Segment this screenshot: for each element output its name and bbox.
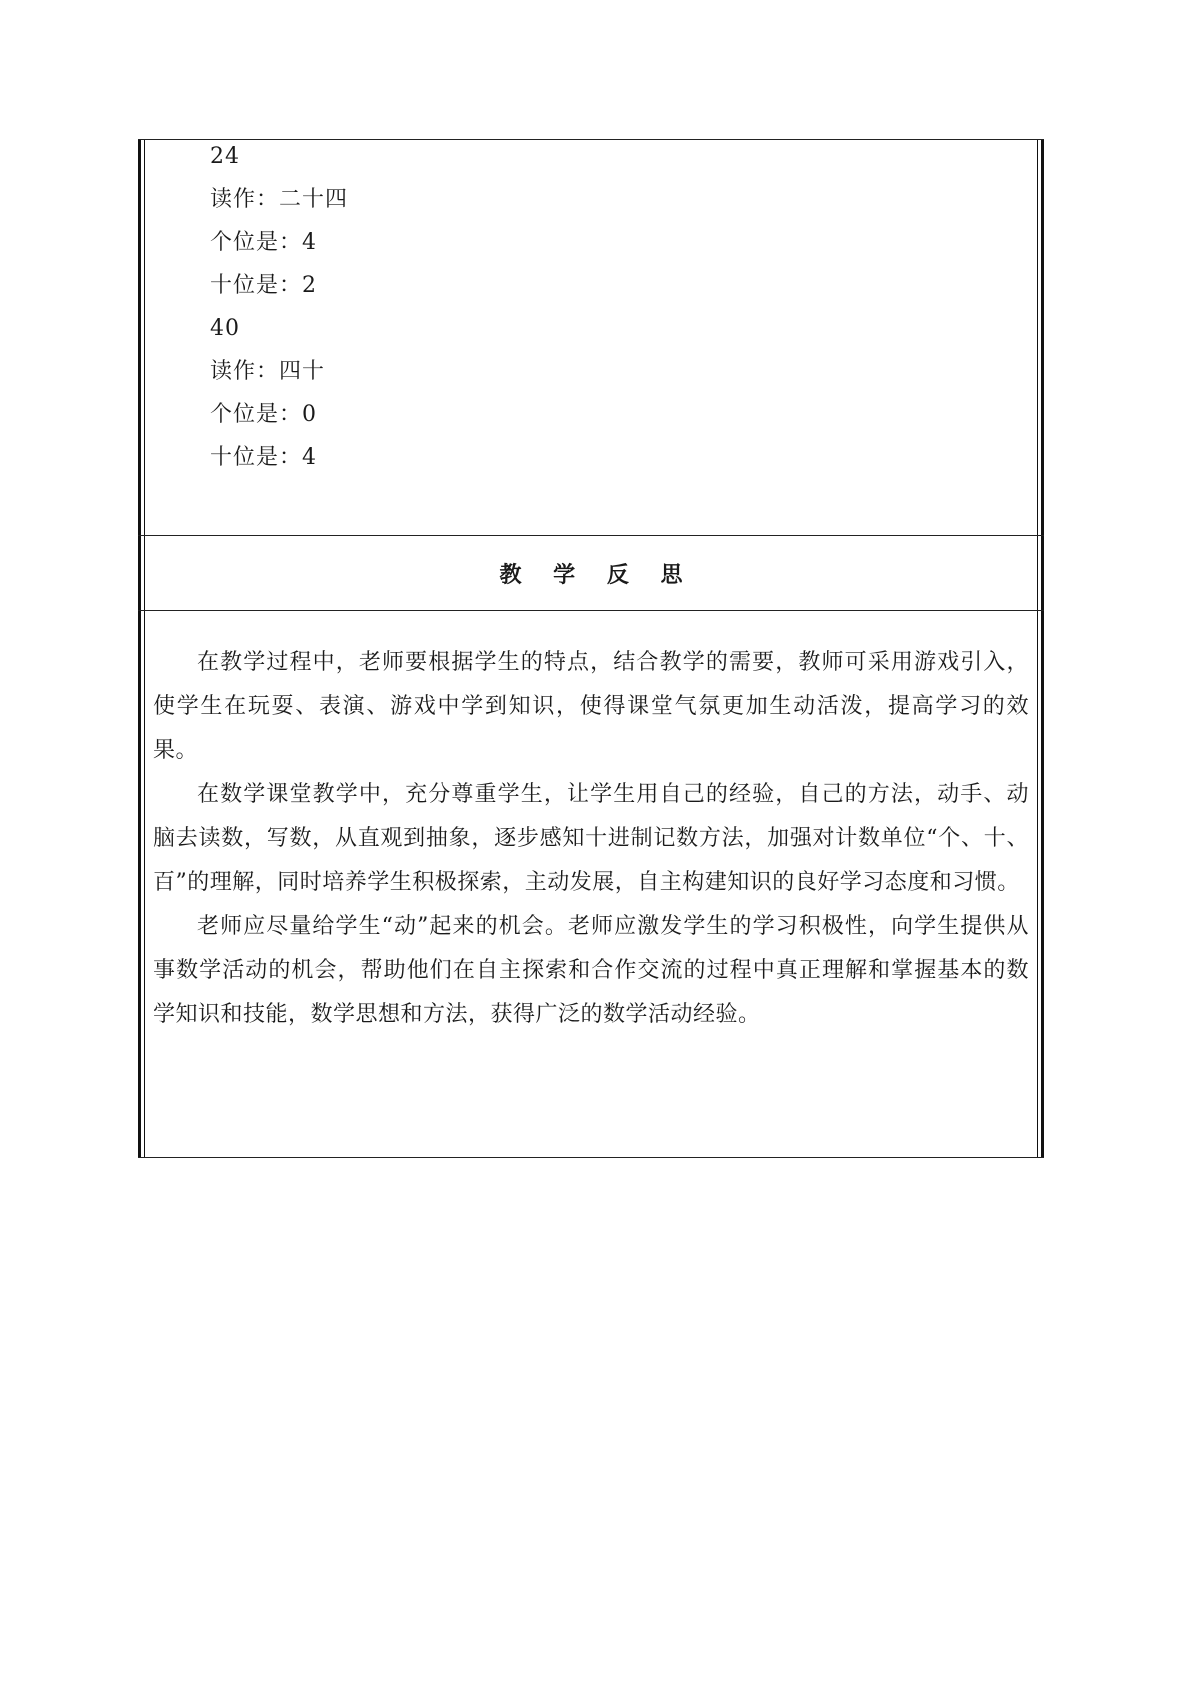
example-ones: 个位是：0: [210, 402, 317, 427]
example-reading: 读作：四十: [210, 359, 326, 384]
reflection-paragraph: 在数学课堂教学中，充分尊重学生，让学生用自己的经验，自己的方法，动手、动脑去读数，写数，从直观到抽象，逐步感知十进制记数方法，加强对计数单位“个、十、百”的理解，同时培养学生积极探索，主动发展，自主构建知识的良好学习态度和习惯。: [153, 782, 1029, 895]
reflection-title: 教 学 反 思: [499, 562, 695, 588]
examples-section: [138, 140, 1044, 535]
row-divider: [138, 610, 1044, 611]
example-tens: 十位是：2: [210, 273, 317, 298]
reflection-header: [138, 536, 1044, 610]
example-tens: 十位是：4: [210, 445, 317, 470]
reflection-paragraph: 老师应尽量给学生“动”起来的机会。老师应激发学生的学习积极性，向学生提供从事数学活动的机会，帮助他们在自主探索和合作交流的过程中真正理解和掌握基本的数学知识和技能，数学思想和方法，获得广泛的数学活动经验。: [153, 914, 1029, 1027]
example-ones: 个位是：4: [210, 230, 317, 255]
example-number: 40: [210, 316, 240, 341]
example-number: 24: [210, 144, 240, 169]
reflection-body: [153, 641, 1029, 1037]
example-reading: 读作：二十四: [210, 187, 349, 212]
lesson-table: [138, 139, 1044, 1158]
reflection-paragraph: 在教学过程中，老师要根据学生的特点，结合教学的需要，教师可采用游戏引入，使学生在玩耍、表演、游戏中学到知识，使得课堂气氛更加生动活泼，提高学习的效果。: [153, 650, 1029, 763]
